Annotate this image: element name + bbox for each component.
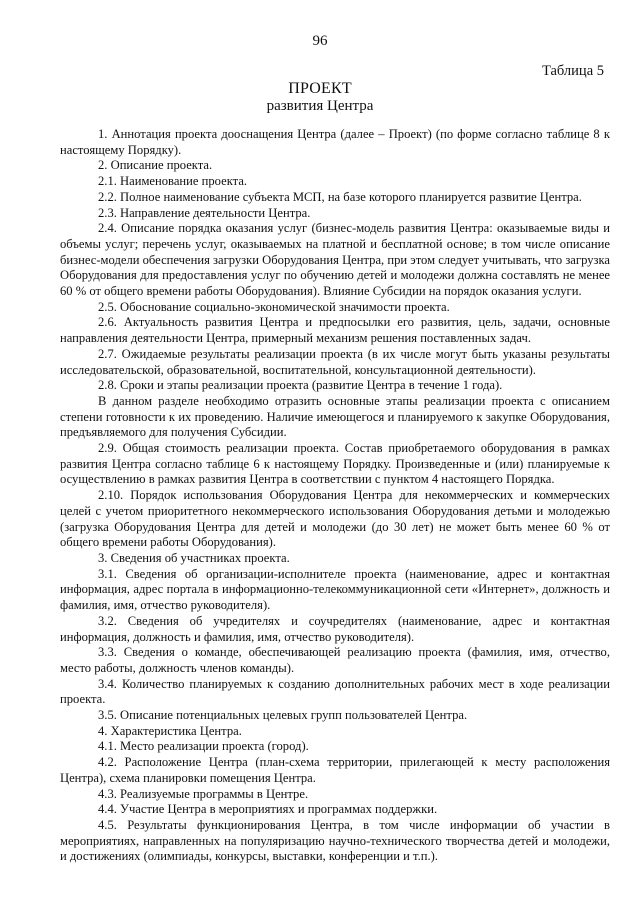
- paragraph: 2.4. Описание порядка оказания услуг (бизнес-модель развития Центра: оказываемые виды и объемы услуг; перечень услуг, оказываемых на платной и бесплатной основе; в том числе описание бизнес-модели обеспечения загрузки Оборудования Центра, при этом следует учитывать, что загрузка Оборудования для предоставления услуг по обучению детей и молодежи должна составлять не менее 60 % от общего времени работы Оборудования). Влияние Субсидии на порядок оказания услуги.: [60, 221, 610, 299]
- paragraph: 2. Описание проекта.: [98, 158, 213, 173]
- paragraph: 4.2. Расположение Центра (план-схема территории, прилегающей к месту расположения Центра), схема планировки помещения Центра.: [60, 755, 610, 785]
- document-subtitle: развития Центра: [266, 98, 374, 114]
- paragraph: 2.10. Порядок использования Оборудования Центра для некоммерческих и коммерческих целей с учетом приоритетного некоммерческого использования Оборудования детьми и молодежью (загрузка Оборудования Центра для детей и молодежи (до 30 лет) не может быть менее 60 % от общего времени работы Оборудования).: [60, 488, 610, 550]
- paragraph: 4. Характеристика Центра.: [98, 723, 242, 738]
- document-title: ПРОЕКТ: [288, 80, 352, 97]
- paragraph: 2.5. Обоснование социально-экономической значимости проекта.: [98, 299, 450, 314]
- paragraph: В данном разделе необходимо отразить основные этапы реализации проекта с описанием степени готовности к их проведению. Наличие имеющегося и планируемого к закупке Оборудования, предъявляемого для получения Субсидии.: [60, 393, 610, 440]
- paragraph: 4.3. Реализуемые программы в Центре.: [98, 786, 309, 801]
- document-body: [60, 127, 610, 865]
- paragraph: 2.6. Актуальность развития Центра и предпосылки его развития, цель, задачи, основные направления деятельности Центра, примерный механизм решения поставленных задач.: [60, 315, 610, 346]
- paragraph: 4.5. Результаты функционирования Центра, в том числе информации об участии в мероприятиях, направленных на популяризацию научно-технического творчества детей и молодежи, и достижениях (олимпиады, конкурсы, выставки, конференции и т.п.).: [60, 817, 610, 864]
- paragraph: 4.4. Участие Центра в мероприятиях и программах поддержки.: [98, 802, 438, 817]
- paragraph: 3. Сведения об участниках проекта.: [98, 550, 290, 565]
- paragraph: 2.2. Полное наименование субъекта МСП, на базе которого планируется развитие Центра.: [98, 189, 582, 204]
- paragraph: 3.2. Сведения об учредителях и соучредителях (наименование, адрес и контактная информация, должность и фамилия, имя, отчество руководителя).: [60, 613, 610, 644]
- paragraph: 3.5. Описание потенциальных целевых групп пользователей Центра.: [98, 708, 468, 723]
- paragraph: 2.9. Общая стоимость реализации проекта. Состав приобретаемого оборудования в рамках развития Центра согласно таблице 6 к настоящему Порядку. Произведенные и (или) планируемые к осуществлению в рамках развития Центра в соответствии с пунктом 4 настоящего Порядка.: [60, 441, 610, 487]
- paragraph: 3.3. Сведения о команде, обеспечивающей реализацию проекта (фамилия, имя, отчество, место работы, должность членов команды).: [60, 645, 610, 675]
- paragraph: 2.1. Наименование проекта.: [98, 174, 248, 189]
- paragraph: 2.7. Ожидаемые результаты реализации проекта (в их числе могут быть указаны результаты исследовательской, образовательной, воспитательной, консультационной деятельности).: [60, 346, 610, 377]
- paragraph: 2.8. Сроки и этапы реализации проекта (развитие Центра в течение 1 года).: [98, 378, 503, 393]
- paragraph: 3.1. Сведения об организации-исполнителе проекта (наименование, адрес и контактная информация, адрес портала в информационно-телекоммуникационной сети «Интернет», должность и фамилия, имя, отчество руководителя).: [60, 566, 610, 613]
- paragraph: 1. Аннотация проекта дооснащения Центра (далее – Проект) (по форме согласно таблице 8 к настоящему Порядку).: [60, 127, 610, 157]
- paragraph: 4.1. Место реализации проекта (город).: [98, 739, 309, 754]
- paragraph: 3.4. Количество планируемых к созданию дополнительных рабочих мест в ходе реализации проекта.: [60, 676, 610, 707]
- page-number: 96: [312, 33, 328, 49]
- paragraph: 2.3. Направление деятельности Центра.: [98, 205, 311, 220]
- table-label: Таблица 5: [541, 63, 604, 79]
